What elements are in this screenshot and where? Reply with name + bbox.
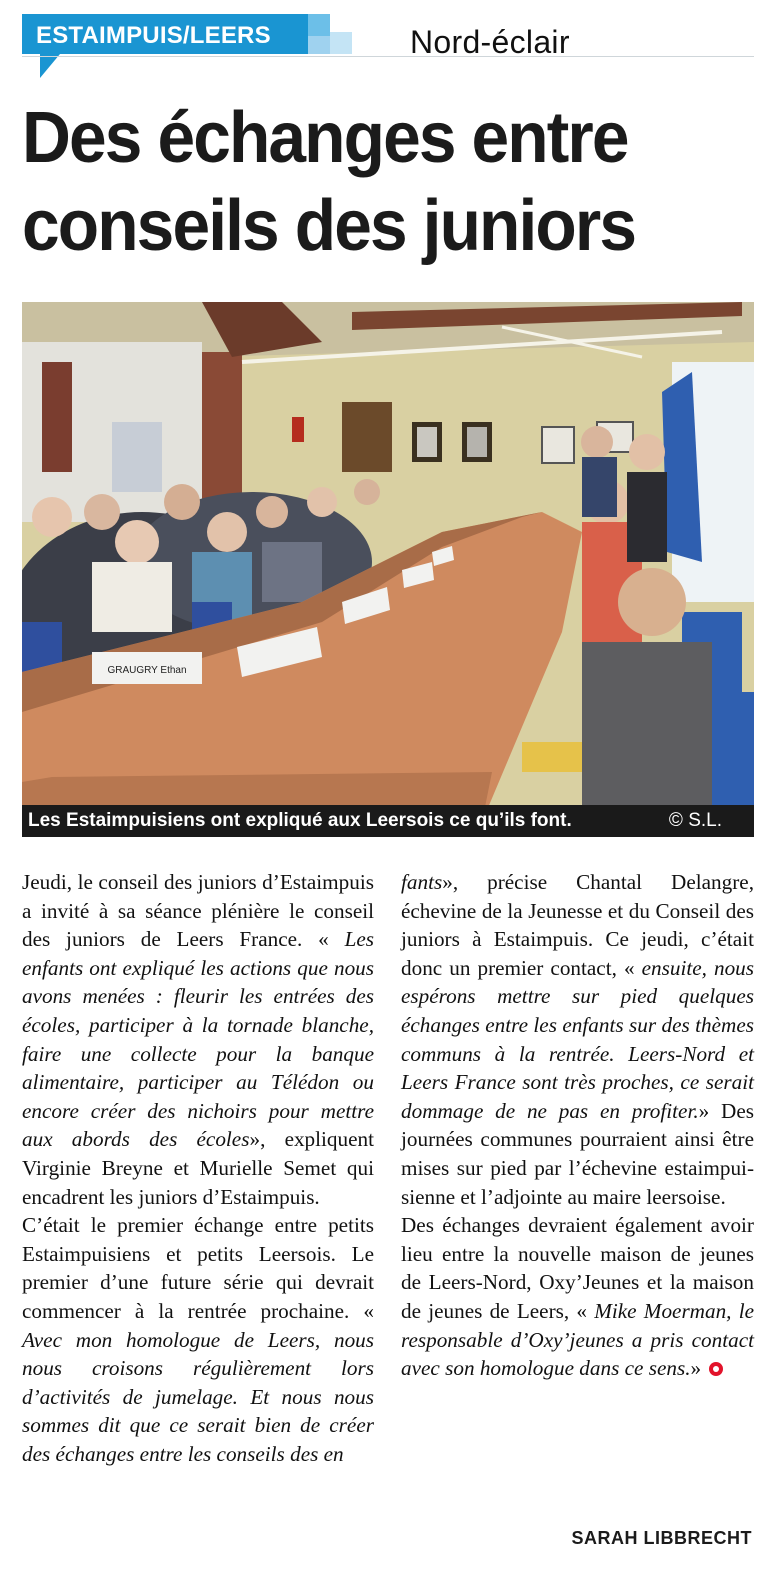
- section-label: ESTAIMPUIS/LEERS: [36, 22, 271, 49]
- quote-text: Mike Moerman, le responsable d’Oxy’jeunes a pris contact avec son homologue dans ce sens.: [401, 1298, 754, 1381]
- body-text: C’était le premier échange entre petits Estaimpuisiens et petits Leersois. Le premier d’une future série qui devrait commencer à la rentrée prochaine. «: [22, 1213, 374, 1323]
- byline: SARAH LIBBRECHT: [571, 1528, 752, 1548]
- body-text: » Des journées communes pourraient ainsi être mises sur pied par l’échevine estaimpuisienne et l’adjointe au maire leersoise.: [401, 1098, 754, 1209]
- photo-caption: Les Estaimpuisiens ont expliqué aux Leersois ce qu’ils font.: [28, 810, 572, 831]
- newspaper-brand: Nord-éclair: [410, 24, 570, 60]
- article-paragraph: [22, 868, 374, 1211]
- article-column-2: [401, 868, 754, 1383]
- photo-caption-bar: [22, 805, 754, 837]
- article-paragraph: [401, 1211, 754, 1383]
- quote-text: fants: [401, 870, 443, 894]
- headline-line-2: conseils des juniors: [22, 186, 636, 266]
- article-column-1: [22, 868, 374, 1468]
- section-tag: [22, 14, 322, 54]
- body-text: »: [690, 1356, 702, 1381]
- body-text: Jeudi, le conseil des juniors d’Estaimpuis a invité à sa séance plénière le conseil des juniors de Leers France. «: [22, 870, 374, 952]
- article-paragraph: [401, 868, 754, 1211]
- headline: [22, 94, 727, 270]
- header-rule: [22, 56, 754, 57]
- tag-decoration: [330, 32, 352, 54]
- body-text: », précise Chantal Delangre, échevine de la Jeunesse et du Conseil des juniors à Estaimpuis. Ce jeudi, c’était donc un premier contact, «: [401, 870, 754, 980]
- article-end-icon: [709, 1362, 723, 1376]
- quote-text: Avec mon homologue de Leers, nous nous croisons régulièrement lors d’activités de jumelage. Et nous nous sommes dit que ce serait bien de créer des échanges entre les conseils des en: [22, 1327, 374, 1466]
- tag-decoration: [308, 14, 330, 36]
- tag-decoration: [308, 36, 330, 54]
- section-tag-pointer: [40, 54, 60, 78]
- photo-credit: © S.L.: [668, 810, 722, 831]
- article-photo: [22, 302, 754, 837]
- body-text: Des échanges devraient également avoir lieu entre la nouvelle maison de jeunes de Leers-Nord, Oxy’Jeunes et la maison de jeunes de Leers, «: [401, 1213, 754, 1323]
- quote-text: ensuite, nous espérons mettre sur pied quelques échanges entre les enfants sur des thèmes communs à la rentrée. Leers-Nord et Leers France sont très proches, ce serait dommage de ne pas en profiter.: [401, 955, 755, 1123]
- name-card-text: GRAUGRY Ethan: [107, 665, 187, 676]
- headline-line-1: Des échanges entre: [22, 98, 628, 178]
- article-paragraph: [22, 1211, 374, 1468]
- quote-text: Les enfants ont expliqué les actions que nous avons menées : fleurir les entrées des écoles, participer à la tornade blanche, faire une collecte pour la banque alimentaire, participer au Télédon ou encore créer des nichoirs pour mettre aux abords des écoles: [22, 927, 374, 1152]
- body-text: », expliquent Virginie Breyne et Murielle Semet qui encadrent les juniors d’Estaimpuis.: [22, 1127, 374, 1209]
